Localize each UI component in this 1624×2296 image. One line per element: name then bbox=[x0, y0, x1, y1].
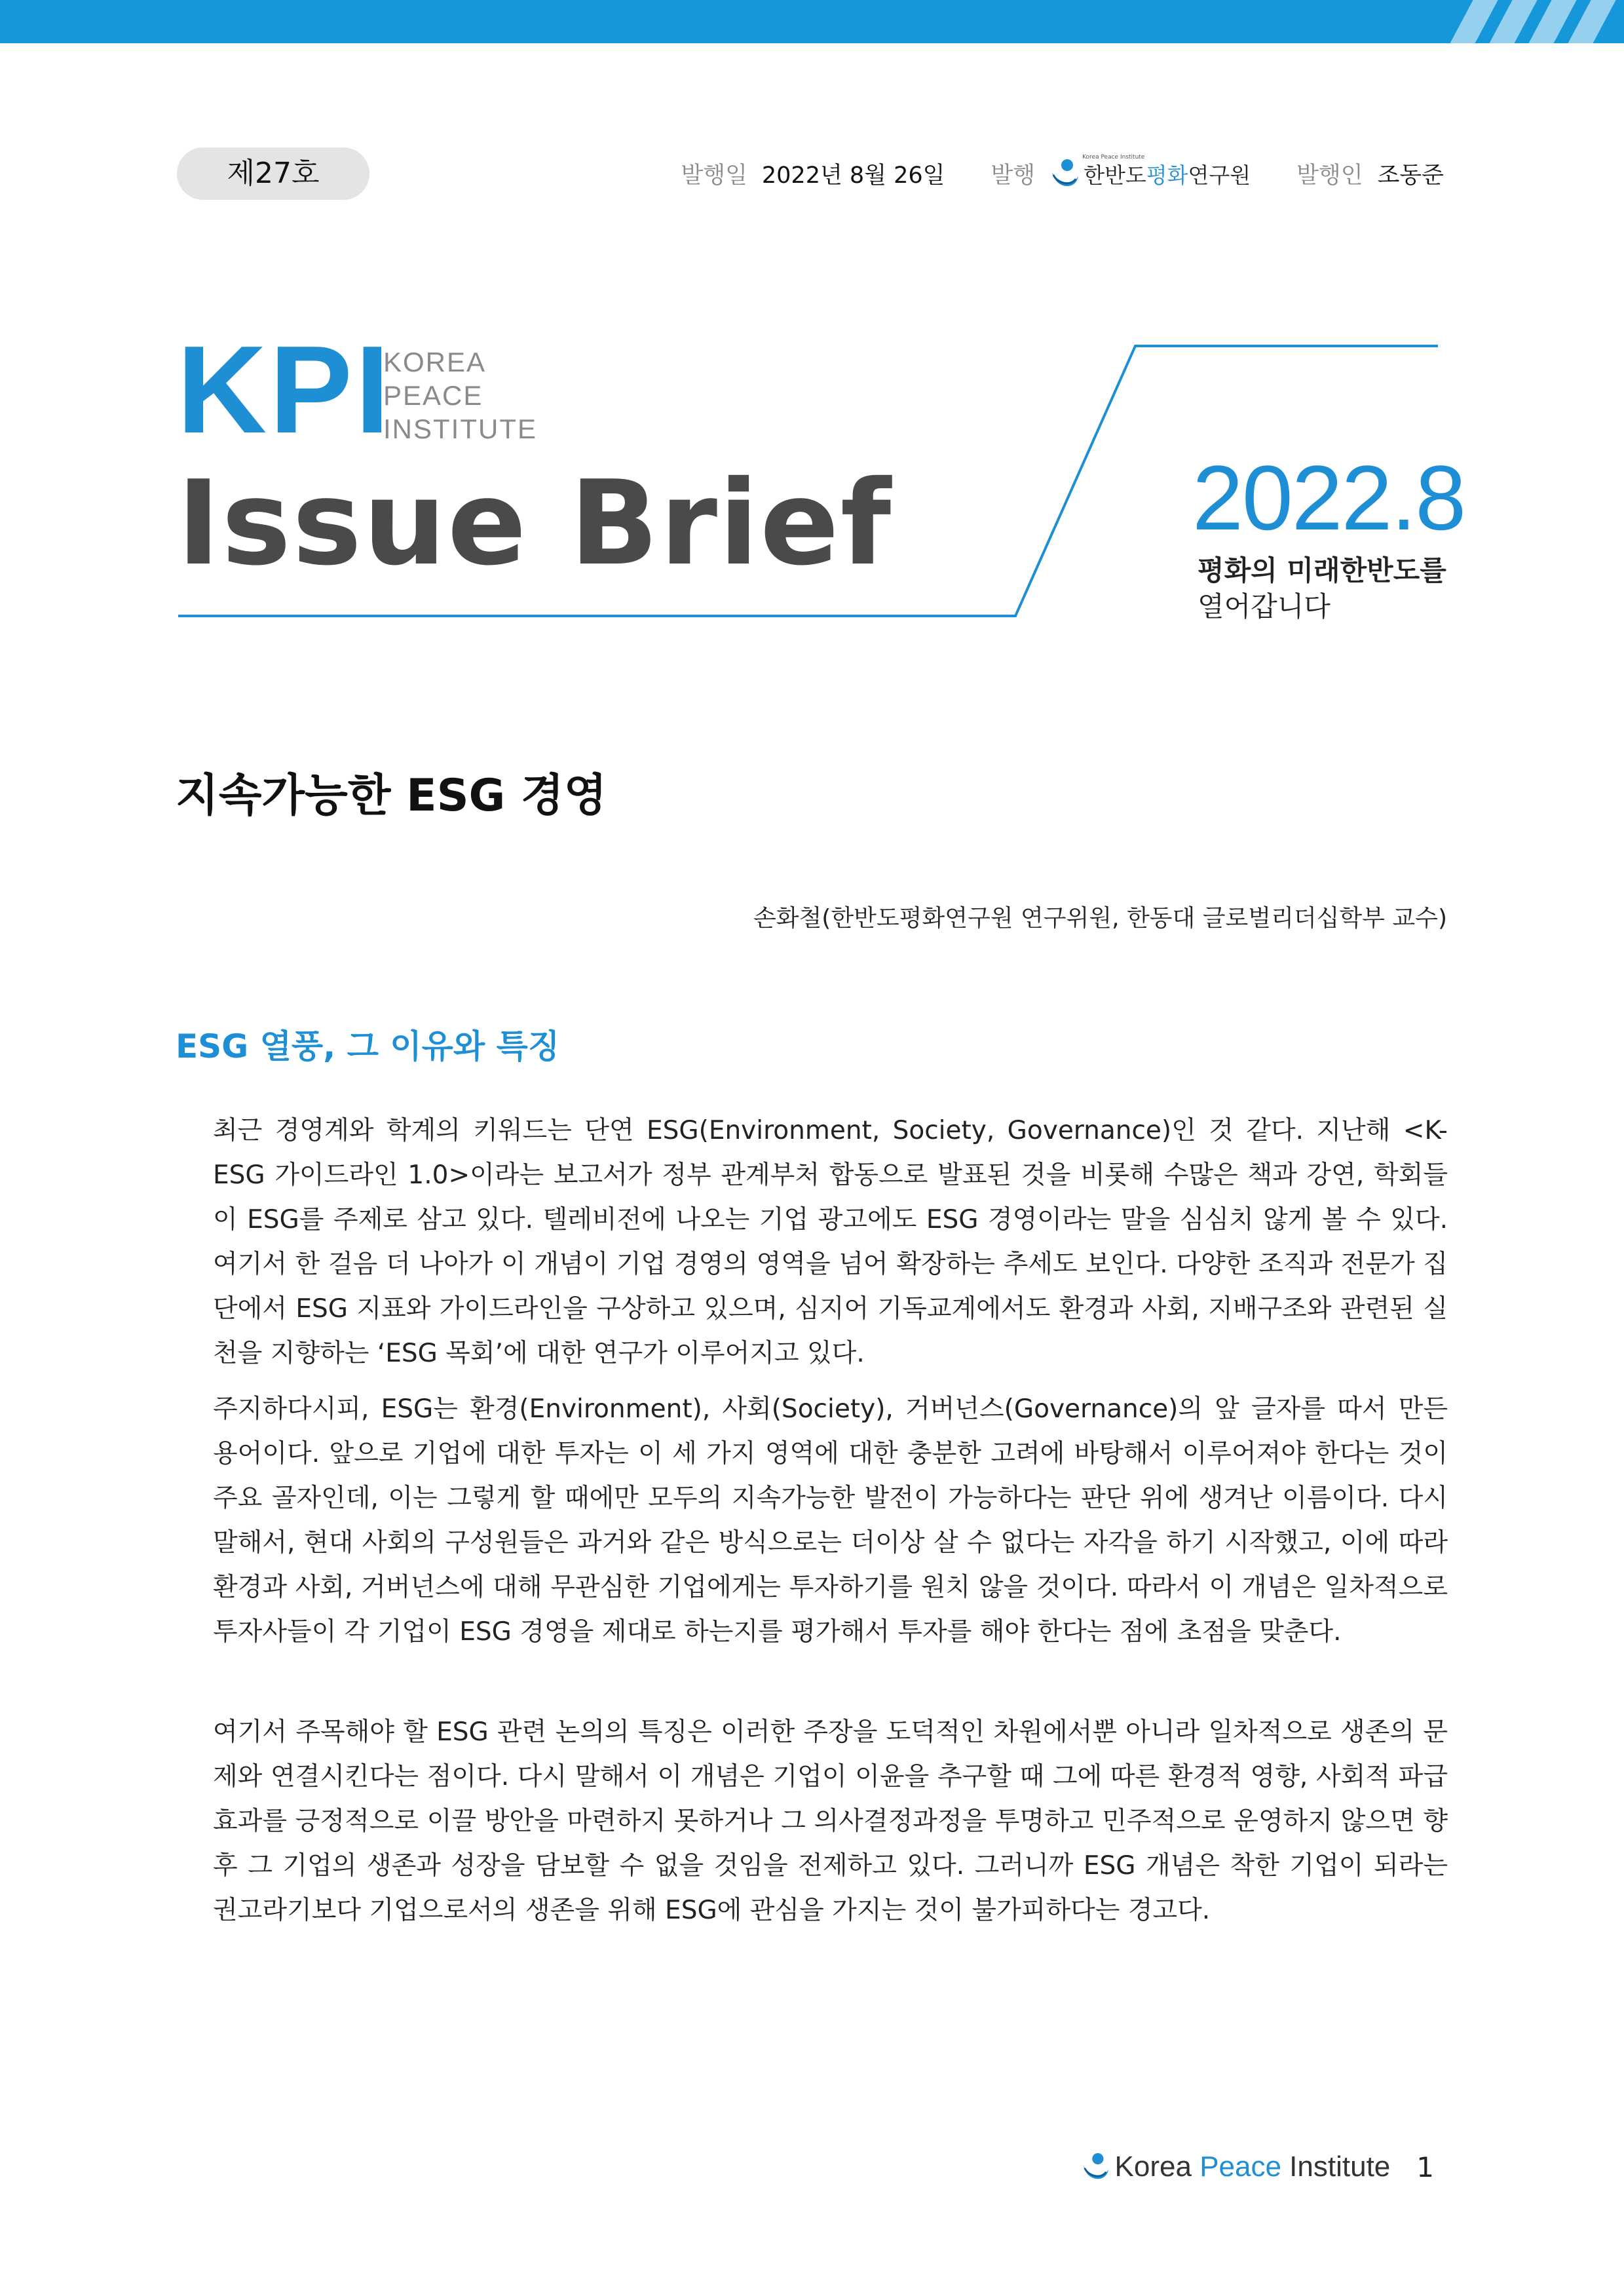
publisher-name-part2: 평화 bbox=[1146, 162, 1188, 188]
issue-number-badge: 제27호 bbox=[177, 147, 369, 200]
publisher-name-part3: 연구원 bbox=[1188, 162, 1251, 188]
page-footer bbox=[1081, 2151, 1434, 2183]
page-number: 1 bbox=[1416, 2151, 1434, 2183]
footer-org-part3: Institute bbox=[1281, 2151, 1391, 2183]
publisher-name-part1: 한반도 bbox=[1084, 162, 1146, 188]
logo-sub-korea: KOREA bbox=[383, 347, 487, 377]
pub-date-label: 발행일 bbox=[681, 163, 747, 189]
pub-date: 2022년 8월 26일 bbox=[761, 163, 945, 189]
tagline-line-1: 평화의 미래한반도를 bbox=[1198, 554, 1446, 586]
article-title: 지속가능한 ESG 경영 bbox=[176, 770, 607, 822]
article-author: 손화철(한반도평화연구원 연구위원, 한동대 글로벌리더십학부 교수) bbox=[753, 905, 1447, 932]
footer-org-part2: Peace bbox=[1199, 2151, 1281, 2183]
issue-date-large: 2022.8 bbox=[1192, 446, 1465, 549]
body-paragraph: 여기서 주목해야 할 ESG 관련 논의의 특징은 이러한 주장을 도덕적인 차원에서뿐 아니라 일차적으로 생존의 문제와 연결시킨다는 점이다. 다시 말해서 이 개념은 기업이 이윤을 추구할 때 그에 따른 환경적 영향, 사회적 파급효과를 긍정적으로 이끌 방안을 마련하지 못하거나 그 의사결정과정을 투명하고 민주적으로 운영하지 않으면 향후 그 기업의 생존과 성장을 담보할 수 없을 것임을 전제하고 있다. 그러니까 ESG 개념은 착한 기업이 되라는 권고라기보다 기업으로서의 생존을 위해 ESG에 관심을 가지는 것이 불가피하다는 경고다. bbox=[213, 1717, 1448, 1925]
kpi-swirl-icon bbox=[1081, 2151, 1110, 2183]
logo-sub-peace: PEACE bbox=[383, 380, 483, 411]
section-heading: ESG 열풍, 그 이유와 특징 bbox=[176, 1027, 560, 1065]
series-title: Issue Brief bbox=[177, 455, 893, 591]
body-paragraph: 주지하다시피, ESG는 환경(Environment), 사회(Society), 거버넌스(Governance)의 앞 글자를 따서 만든 용어이다. 앞으로 기업에 대한 투자는 이 세 가지 영역에 대한 충분한 고려에 바탕해서 이루어져야 한다는 것이 주요 골자인데, 이는 그렇게 할 때에만 모두의 지속가능한 발전이 가능하다는 판단 위에 생겨난 이름이다. 다시 말해서, 현대 사회의 구성원들은 과거와 같은 방식으로는 더이상 살 수 없다는 자각을 하기 시작했고, 이에 따라 환경과 사회, 거버넌스에 대해 무관심한 기업에게는 투자하기를 원치 않을 것이다. 따라서 이 개념은 일차적으로 투자사들이 각 기업이 ESG 경영을 제대로 하는지를 평가해서 투자를 해야 한다는 점에 초점을 맞춘다. bbox=[213, 1394, 1448, 1647]
kpi-logo-subtitle bbox=[383, 345, 537, 446]
issuer-label: 발행인 bbox=[1296, 163, 1363, 189]
tagline-line-2: 열어갑니다 bbox=[1198, 590, 1331, 622]
kpi-logo: KPI bbox=[177, 320, 392, 459]
publisher-tiny-text: Korea Peace Institute bbox=[1082, 154, 1145, 161]
body-paragraph: 최근 경영계와 학계의 키워드는 단연 ESG(Environment, Society, Governance)인 것 같다. 지난해 <K-ESG 가이드라인 1.0>이라는 보고서가 정부 관계부처 합동으로 발표된 것을 비롯해 수많은 책과 강연, 학회들이 ESG를 주제로 삼고 있다. 텔레비전에 나오는 기업 광고에도 ESG 경영이라는 말을 심심치 않게 볼 수 있다. 여기서 한 걸음 더 나아가 이 개념이 기업 경영의 영역을 넘어 확장하는 추세도 보인다. 다양한 조직과 전문가 집단에서 ESG 지표와 가이드라인을 구상하고 있으며, 심지어 기독교계에서도 환경과 사회, 지배구조와 관련된 실천을 지향하는 ‘ESG 목회’에 대한 연구가 이루어지고 있다. bbox=[213, 1116, 1448, 1368]
publisher-label: 발행 bbox=[991, 163, 1036, 189]
footer-org-part1: Korea bbox=[1114, 2151, 1200, 2183]
logo-sub-institute: INSTITUTE bbox=[383, 413, 537, 444]
issuer-name: 조동준 bbox=[1377, 163, 1444, 189]
footer-org-name bbox=[1115, 2151, 1391, 2183]
